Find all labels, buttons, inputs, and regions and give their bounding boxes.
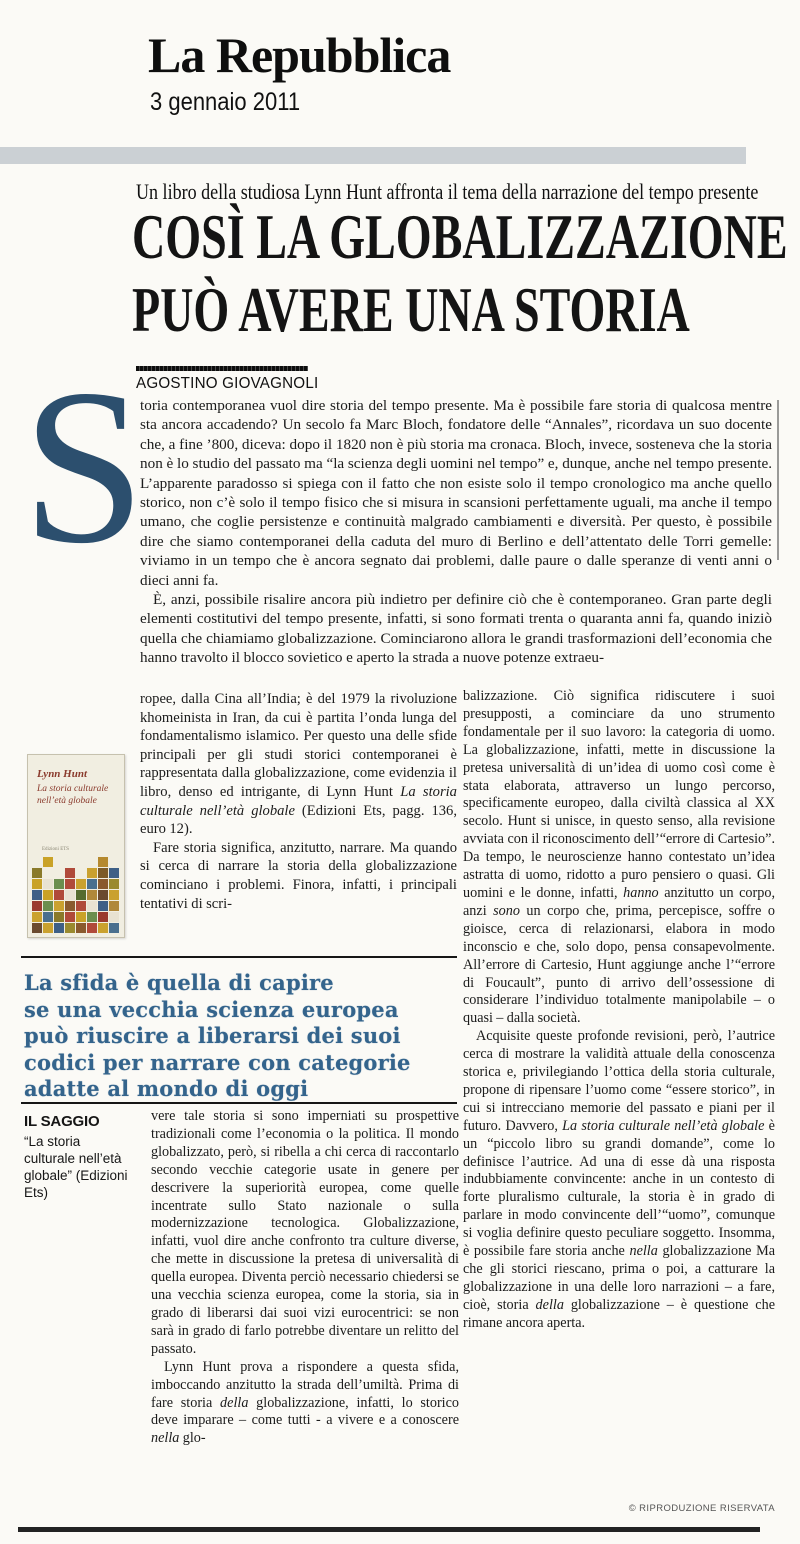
mosaic-tile xyxy=(32,901,42,911)
middle-column xyxy=(151,1108,459,1508)
mosaic-tile xyxy=(43,879,53,889)
mosaic-tile xyxy=(32,879,42,889)
mosaic-tile xyxy=(87,868,97,878)
article-headline xyxy=(132,200,800,346)
book-cover-mosaic xyxy=(32,857,119,933)
book-cover-title: La storia culturale nell’età globale xyxy=(37,784,109,806)
mosaic-tile xyxy=(65,923,75,933)
mosaic-tile xyxy=(87,890,97,900)
mosaic-tile xyxy=(54,901,64,911)
paragraph: vere tale storia si sono imperniati su prospettive tradizionali come l’economia o la politica. Il mondo globalizzato, però, si ribella a chi cerca di raccontarlo secondo vecchie categorie usate in genere per descrivere la superiorità europea, come quelle incentrate sullo Stato nazionale o sulla modernizzazione tecnologica. Globalizzazione, infatti, vuol dire anche confronto tra culture diverse, che mette in discussione la pretesa di universalità di quella europea. Diventa perciò necessario chiedersi se una vecchia scienza europea, come la storia, sia in grado di liberarsi dai suoi vizi eurocentrici: se non sarà in grado di farlo potrebbe diventare un relitto del passato. xyxy=(151,1108,459,1357)
mosaic-tile xyxy=(109,901,119,911)
mosaic-tile xyxy=(109,912,119,922)
mosaic-tile xyxy=(43,912,53,922)
book-cover-imprint: Edizioni ETS xyxy=(42,847,70,852)
mosaic-tile xyxy=(65,901,75,911)
mosaic-tile xyxy=(87,901,97,911)
pull-quote-line: adatte al mondo di oggi xyxy=(24,1076,309,1101)
paragraph: toria contemporanea vuol dire storia del tempo presente. Ma è possibile fare storia di qualcosa mentre sta ancora accadendo? Un secolo fa Marc Bloch, fondatore delle “Annales”, ricordava un suo docente che, a fine ’800, diceva: dopo il 1820 non è più storia ma cronaca. Bloch, invece, sosteneva che la storia non è lo studio del passato ma “la scienza degli uomini nel tempo” e, dunque, anche nel tempo presente. L’apparente paradosso si spiega con il fatto che non esiste solo il tempo cronologico ma anche quello storico, non c’è solo il tempo fisico che si misura in scansioni perfettamente uguali, ma anche il tempo umano, che coglie persistenze e continuità malgrado cambiamenti e diversità. Per questo, è possibile dire che siamo contemporanei della caduta del muro di Berlino e dell’attentato delle Torri gemelle: viviamo in un tempo che è ancora segnato dai problemi, dalle paure o dalle speranze di venti anni o dieci anni fa. xyxy=(140,397,772,589)
mosaic-tile xyxy=(65,912,75,922)
mosaic-tile xyxy=(98,923,108,933)
right-column xyxy=(463,688,775,1494)
mosaic-tile xyxy=(87,879,97,889)
mosaic-tile xyxy=(98,868,108,878)
pull-quote xyxy=(24,970,456,1103)
mosaic-tile xyxy=(32,868,42,878)
masthead-title: La Repubblica xyxy=(148,27,451,83)
book-cover-author: Lynn Hunt xyxy=(37,768,88,780)
mosaic-tile xyxy=(76,923,86,933)
scan-edge-line xyxy=(777,400,779,560)
mosaic-tile xyxy=(54,879,64,889)
mosaic-tile xyxy=(76,901,86,911)
article-kicker: Un libro della studiosa Lynn Hunt affronta il tema della narrazione del tempo presente xyxy=(136,179,759,204)
left-column xyxy=(140,690,457,956)
mosaic-tile xyxy=(65,890,75,900)
mosaic-tile xyxy=(65,879,75,889)
mosaic-tile xyxy=(98,857,108,867)
byline-rule xyxy=(136,366,308,371)
mosaic-tile xyxy=(54,923,64,933)
intro-text-block xyxy=(140,396,772,688)
pull-quote-line: se una vecchia scienza europea xyxy=(24,996,399,1022)
mosaic-tile xyxy=(65,868,75,878)
paragraph: balizzazione. Ciò significa ridiscutere i suoi presupposti, a cominciare da uno strumento fondamentale per il suo lavoro: la categoria di uomo. La globalizzazione, infatti, mette in discussione la pretesa universalità di un’idea di uomo così come è stata elaborata, attraverso un lungo percorso, specificamente europeo, dalla civiltà classica al XX secolo. Hunt si unisce, in questo senso, alla revisione avviata con il riconoscimento dell’“errore di Cartesio”. Da tempo, le neuroscienze hanno contestato un’idea astratta di uomo, ridotto a puro pensiero o quasi. Gli uomini e le donne, infatti, hanno anzitutto un corpo, anzi sono un corpo che, prima, percepisce, soffre o gioisce, cerca di relazionarsi, elabora in modo inconscio e che, solo dopo, pensa consapevolmente. All’errore di Cartesio, Hunt aggiunge anche l’“errore di Foucault”, punto di arrivo dell’ossessione di considerare l’individuo totalmente manipolabile – o quasi – dalla società. xyxy=(463,688,775,1027)
mosaic-tile xyxy=(98,901,108,911)
paragraph: ropee, dalla Cina all’India; è del 1979 la rivoluzione khomeinista in Iran, da cui è partita l’onda lunga del fondamentalismo islamico. Per questo una delle sfide principali per gli studi storici contemporanei è rappresentata dalla globalizzazione, come evidenzia il libro, denso ed intrigante, di Lynn Hunt La storia culturale nell’età globale (Edizioni Ets, pagg. 136, euro 12). xyxy=(140,691,457,838)
mosaic-tile xyxy=(76,912,86,922)
sidebar-label: IL SAGGIO xyxy=(24,1113,100,1130)
mosaic-tile xyxy=(109,923,119,933)
mosaic-tile xyxy=(43,890,53,900)
headline-line-2: PUÒ AVERE UNA STORIA xyxy=(132,274,690,345)
mosaic-tile xyxy=(76,890,86,900)
book-cover-image xyxy=(27,754,125,938)
mosaic-tile xyxy=(76,879,86,889)
horizontal-rule xyxy=(21,956,457,958)
mosaic-tile xyxy=(32,923,42,933)
mosaic-tile xyxy=(43,923,53,933)
bottom-rule xyxy=(18,1527,760,1532)
horizontal-rule xyxy=(21,1102,457,1104)
mosaic-tile xyxy=(87,923,97,933)
mosaic-tile xyxy=(54,912,64,922)
mosaic-tile xyxy=(109,890,119,900)
paragraph: Lynn Hunt prova a rispondere a questa sfida, imboccando anzitutto la strada dell’umiltà. Prima di fare storia della globalizzazione, infatti, lo storico deve imparare – come tutti - a vivere e a conoscere nella glo- xyxy=(151,1358,459,1447)
copyright-notice: © RIPRODUZIONE RISERVATA xyxy=(628,1503,775,1514)
mosaic-tile xyxy=(32,912,42,922)
pull-quote-line: La sfida è quella di capire xyxy=(24,970,334,995)
masthead-date: 3 gennaio 2011 xyxy=(150,88,301,116)
sidebar-il-saggio xyxy=(24,1113,128,1201)
pull-quote-line: può riuscire a liberarsi dei suoi xyxy=(24,1023,401,1048)
mosaic-tile xyxy=(109,868,119,878)
headline-line-1: COSÌ LA GLOBALIZZAZIONE xyxy=(132,201,788,272)
byline: AGOSTINO GIOVAGNOLI xyxy=(136,375,319,392)
paragraph: È, anzi, possibile risalire ancora più indietro per definire ciò che è contemporaneo. Gran parte degli elementi costitutivi del tempo presente, infatti, si sono formati trenta o quaranta anni fa, quando iniziò quella che chiamiamo globalizzazione. Cominciarono allora le grandi trasformazioni dell’economia che hanno travolto il blocco sovietico e aperto la strada a nuove potenze extraeu- xyxy=(140,591,772,667)
paragraph: Acquisite queste profonde revisioni, però, l’autrice cerca di mostrare la validità attuale della conoscenza storica e, privilegiando l’ottica della storia culturale, propone di ripensare l’uomo come “essere storico”, in cui si intrecciano memorie del passato e piani per il futuro. Davvero, La storia culturale nell’età globale è un “piccolo libro su grandi domande”, come lo definisce l’autrice. Ad una di esse dà una risposta indubbiamente convincente: anche in un contesto di forte pluralismo culturale, la storia è in grado di parlare in modo convincente dell’“uomo”, comunque si voglia definire questo peculiare soggetto. Insomma, è possibile fare storia anche nella globalizzazione Ma che gli storici riescano, prima o poi, a catturare la globalizzazione in una delle loro narrazioni – a fare, cioè, storia della globalizzazione – è questione che rimane ancora aperta. xyxy=(463,1028,775,1331)
dropcap-letter: S xyxy=(22,344,146,590)
divider-band xyxy=(0,147,746,164)
mosaic-tile xyxy=(43,901,53,911)
mosaic-tile xyxy=(98,890,108,900)
pull-quote-line: codici per narrare con categorie xyxy=(24,1049,411,1075)
mosaic-tile xyxy=(109,879,119,889)
mosaic-tile xyxy=(98,879,108,889)
mosaic-tile xyxy=(98,912,108,922)
mosaic-tile xyxy=(54,890,64,900)
mosaic-tile xyxy=(43,857,53,867)
paragraph: Fare storia significa, anzitutto, narrare. Ma quando si cerca di narrare la storia della globalizzazione cominciano i problemi. Finora, infatti, i principali tentativi di scri- xyxy=(140,839,457,912)
mosaic-tile xyxy=(32,890,42,900)
sidebar-text: “La storia culturale nell’età globale” (Edizioni Ets) xyxy=(24,1134,128,1200)
mosaic-tile xyxy=(87,912,97,922)
